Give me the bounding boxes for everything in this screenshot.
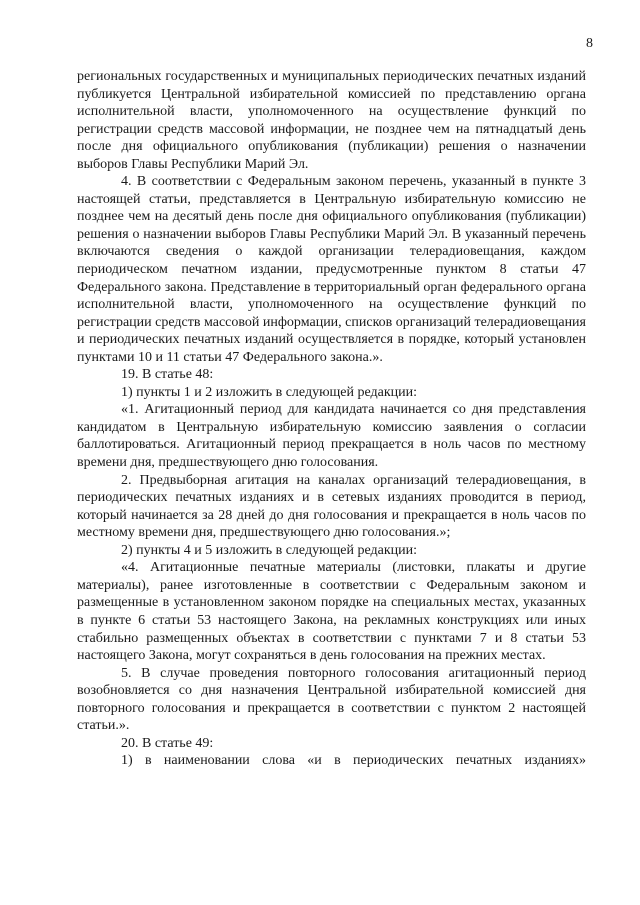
paragraph: 4. В соответствии с Федеральным законом перечень, указанный в пункте 3 настоящей статьи, представляется в Центральную избирательную комиссию не позднее чем на десятый день после дня официального опубликования (публикации) решения о назначении выборов Главы Республики Марий Эл. В указанный перечень включаются сведения о каждой организации телерадиовещания, каждом периодическом печатном издании, предусмотренные пунктом 8 статьи 47 Федерального закона. Представление в территориальный орган федерального органа исполнительной власти, уполномоченного на осуществление функций по регистрации средств массовой информации, списков организаций телерадиовещания и периодических печатных изданий осуществляется в порядке, который установлен пунктами 10 и 11 статьи 47 Федерального закона.». xyxy=(77,174,586,365)
paragraph: «1. Агитационный период для кандидата начинается со дня представления кандидатом в Центральную избирательную комиссию заявления о согласии баллотироваться. Агитационный период прекращается в ноль часов по местному времени дня, предшествующего дню голосования. xyxy=(77,402,586,471)
paragraph: 5. В случае проведения повторного голосования агитационный период возобновляется со дня назначения Центральной избирательной комиссией дня повторного голосования и прекращается в соответствии с пунктом 2 настоящей статьи.». xyxy=(77,665,586,734)
paragraph: 19. В статье 48: xyxy=(121,367,214,383)
paragraph: региональных государственных и муниципальных периодических печатных изданий публикуется Центральной избирательной комиссией по представлению органа исполнительной власти, уполномоченного на осуществление функций по регистрации средств массовой информации, не позднее чем на пятнадцатый день после дня официального опубликования (публикации) решения о назначении выборов Главы Республики Марий Эл. xyxy=(77,69,586,172)
paragraph: «4. Агитационные печатные материалы (листовки, плакаты и другие материалы), ранее изготовленные в соответствии с Федеральным законом и размещенные в установленном законом порядке на специальных местах, указанных в пункте 6 статьи 53 настоящего Закона, на рекламных конструкциях или иных стабильно размещенных объектах в соответствии с пунктами 7 и 8 статьи 53 настоящего Закона, могут сохраняться в день голосования на прежних местах. xyxy=(77,560,586,664)
document-body xyxy=(77,68,586,770)
paragraph: 1) пункты 1 и 2 изложить в следующей редакции: xyxy=(121,384,418,400)
paragraph: 2. Предвыборная агитация на каналах организаций телерадиовещания, в периодических печатных изданиях и в сетевых изданиях проводится в период, который начинается за 28 дней до дня голосования и прекращается в ноль часов по местному времени дня, предшествующего дню голосования.»; xyxy=(77,472,586,541)
paragraph: 2) пункты 4 и 5 изложить в следующей редакции: xyxy=(121,542,418,558)
paragraph: 20. В статье 49: xyxy=(121,735,214,751)
paragraph: 1) в наименовании слова «и в периодических печатных изданиях» xyxy=(121,753,586,769)
page-number: 8 xyxy=(586,36,593,51)
